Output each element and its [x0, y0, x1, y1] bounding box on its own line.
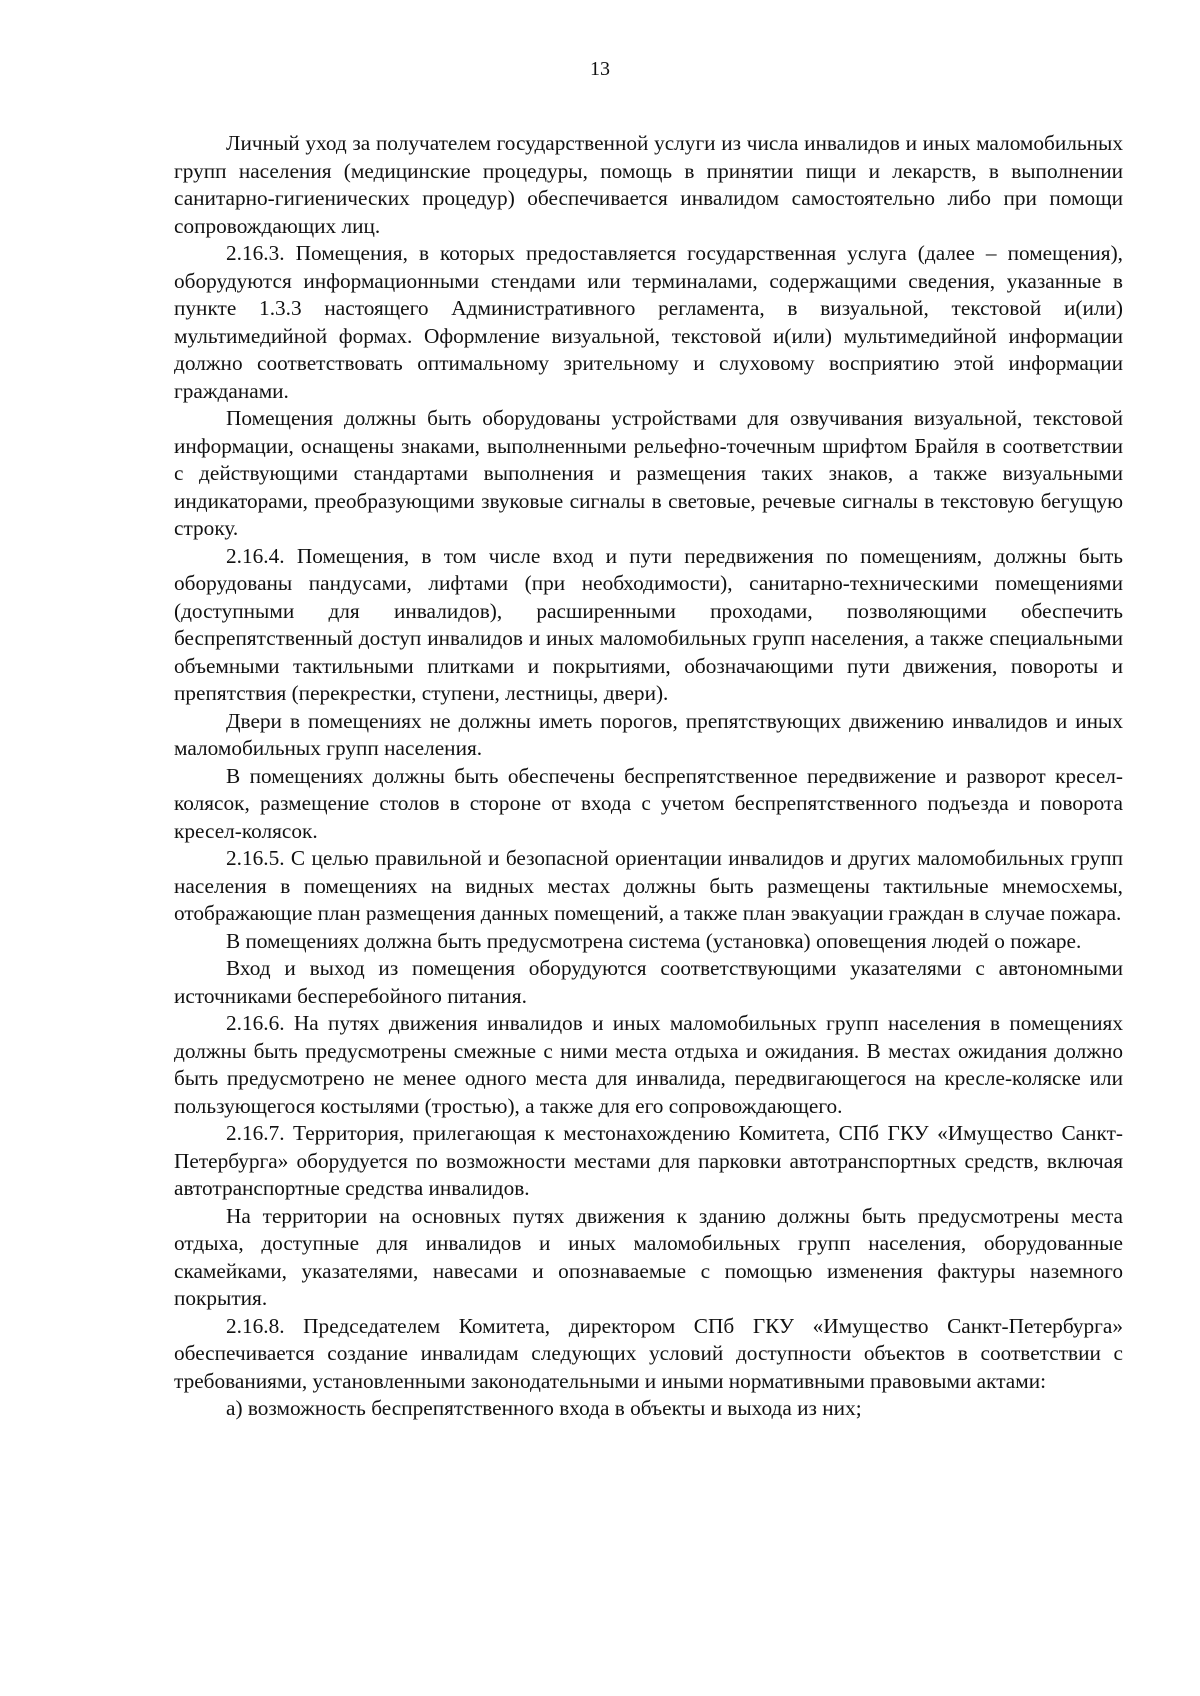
- paragraph-rest-areas: На территории на основных путях движения к зданию должны быть предусмотрены места отдыха, доступные для инвалидов и иных маломобильных групп населения, оборудованные скамейками, указателями, навесами и опознаваемые с помощью изменения фактуры наземного покрытия.: [174, 1203, 1123, 1310]
- paragraph-doors-thresholds: Двери в помещениях не должны иметь порогов, препятствующих движению инвалидов и иных маломобильных групп населения.: [174, 708, 1123, 760]
- paragraph-fire-alarm: В помещениях должна быть предусмотрена система (установка) оповещения людей о пожаре.: [226, 928, 1082, 953]
- paragraph-2-16-7: 2.16.7. Территория, прилегающая к местонахождению Комитета, СПб ГКУ «Имущество Санкт-Петербурга» оборудуется по возможности местами для парковки автотранспортных средств, включая автотранспортные средства инвалидов.: [174, 1121, 1123, 1200]
- document-body: [174, 130, 1123, 1423]
- paragraph-2-16-6: 2.16.6. На путях движения инвалидов и иных маломобильных групп населения в помещениях должны быть предусмотрены смежные с ними места отдыха и ожидания. В местах ожидания должно быть предусмотрено не менее одного места для инвалида, передвигающегося на кресле-коляске или пользующегося костылями (тростью), а также для его сопровождающего.: [174, 1011, 1123, 1118]
- paragraph-2-16-3: 2.16.3. Помещения, в которых предоставляется государственная услуга (далее – помещения), оборудуются информационными стендами или терминалами, содержащими сведения, указанные в пункте 1.3.3 настоящего Административного регламента, в визуальной, текстовой и(или) мультимедийной формах. Оформление визуальной, текстовой и(или) мультимедийной информации должно соответствовать оптимальному зрительному и слуховому восприятию этой информации гражданами.: [174, 241, 1123, 403]
- paragraph-item-a: а) возможность беспрепятственного входа в объекты и выхода из них;: [226, 1396, 862, 1420]
- paragraph-braille-equipment: Помещения должны быть оборудованы устройствами для озвучивания визуальной, текстовой информации, оснащены знаками, выполненными рельефно-точечным шрифтом Брайля в соответствии с действующими стандартами выполнения и размещения таких знаков, а также визуальными индикаторами, преобразующими звуковые сигналы в световые, речевые сигналы в текстовую бегущую строку.: [174, 406, 1123, 540]
- page-number: 13: [590, 58, 610, 80]
- paragraph-2-16-8: 2.16.8. Председателем Комитета, директором СПб ГКУ «Имущество Санкт-Петербурга» обеспечивается создание инвалидам следующих условий доступности объектов в соответствии с требованиями, установленными законодательными и иными нормативными правовыми актами:: [174, 1313, 1123, 1393]
- paragraph-2-16-5: 2.16.5. С целью правильной и безопасной ориентации инвалидов и других маломобильных групп населения в помещениях на видных местах должны быть размещены тактильные мнемосхемы, отображающие план размещения данных помещений, а также план эвакуации граждан в случае пожара.: [174, 846, 1123, 925]
- paragraph-personal-care: Личный уход за получателем государственной услуги из числа инвалидов и иных маломобильных групп населения (медицинские процедуры, помощь в принятии пищи и лекарств, в выполнении санитарно-гигиенических процедур) обеспечивается инвалидом самостоятельно либо при помощи сопровождающих лиц.: [174, 131, 1123, 238]
- paragraph-2-16-4: 2.16.4. Помещения, в том числе вход и пути передвижения по помещениям, должны быть оборудованы пандусами, лифтами (при необходимости), санитарно-техническими помещениями (доступными для инвалидов), расширенными проходами, позволяющими обеспечить беспрепятственный доступ инвалидов и иных маломобильных групп населения, а также специальными объемными тактильными плитками и покрытиями, обозначающими пути движения, повороты и препятствия (перекрестки, ступени, лестницы, двери).: [174, 543, 1123, 705]
- paragraph-wheelchair-movement: В помещениях должны быть обеспечены беспрепятственное передвижение и разворот кресел-колясок, размещение столов в стороне от входа с учетом беспрепятственного подъезда и поворота кресел-колясок.: [174, 763, 1123, 843]
- paragraph-entrance-exit-signs: Вход и выход из помещения оборудуются соответствующими указателями с автономными источниками бесперебойного питания.: [174, 956, 1123, 1008]
